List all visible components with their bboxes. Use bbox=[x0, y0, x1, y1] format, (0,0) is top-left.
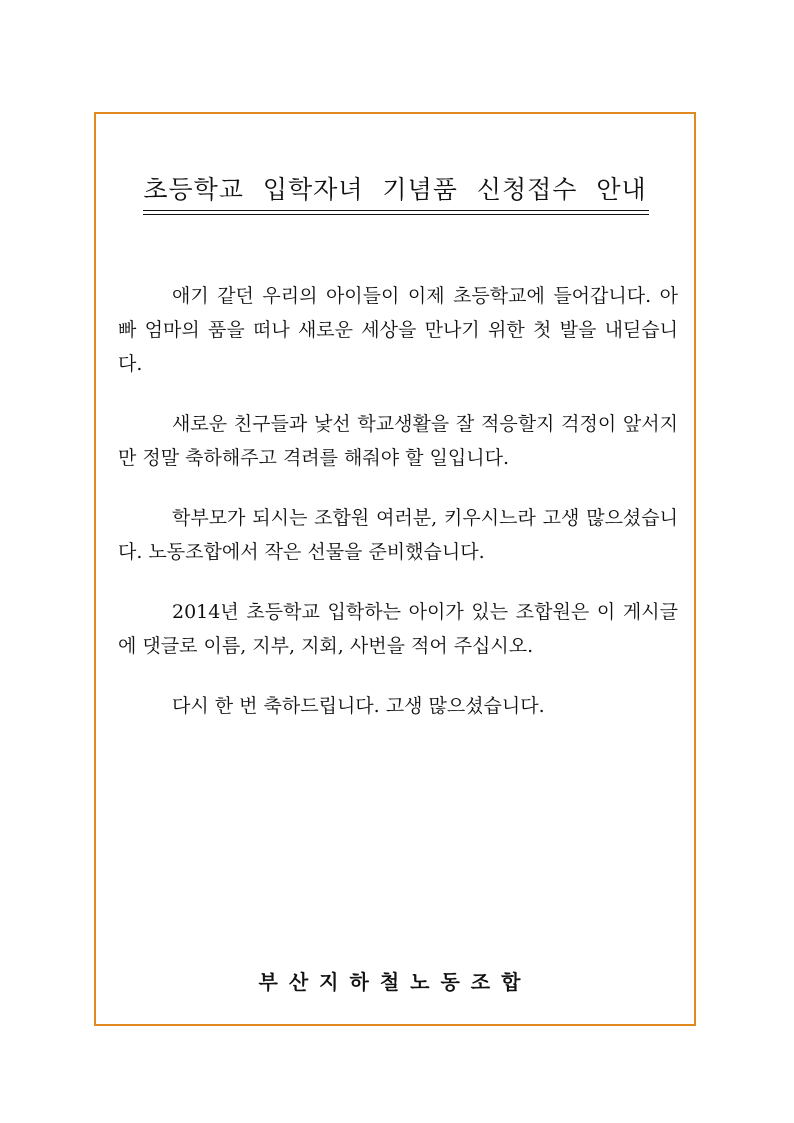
title-underline-bottom bbox=[143, 214, 649, 215]
paragraph-4: 2014년 초등학교 입학하는 아이가 있는 조합원은 이 게시글에 댓글로 이름, 지부, 지회, 사번을 적어 주십시오. bbox=[118, 601, 678, 657]
title-underline-top bbox=[143, 210, 649, 211]
union-signature: 부산지하철노동조합 bbox=[258, 970, 532, 994]
paragraph-5: 다시 한 번 축하드립니다. 고생 많으셨습니다. bbox=[172, 695, 545, 717]
notice-frame bbox=[94, 112, 696, 1026]
paragraph-1: 애기 같던 우리의 아이들이 이제 초등학교에 들어갑니다. 아빠 엄마의 품을 떠나 새로운 세상을 만나기 위한 첫 발을 내딛습니다. bbox=[118, 285, 678, 375]
paragraph-3: 학부모가 되시는 조합원 여러분, 키우시느라 고생 많으셨습니다. 노동조합에서 작은 선물을 준비했습니다. bbox=[118, 507, 678, 563]
notice-title: 초등학교 입학자녀 기념품 신청접수 안내 bbox=[143, 175, 647, 204]
paragraph-2: 새로운 친구들과 낯선 학교생활을 잘 적응할지 걱정이 앞서지만 정말 축하해주고 격려를 해줘야 할 일입니다. bbox=[118, 413, 678, 469]
notice-body bbox=[118, 279, 678, 749]
